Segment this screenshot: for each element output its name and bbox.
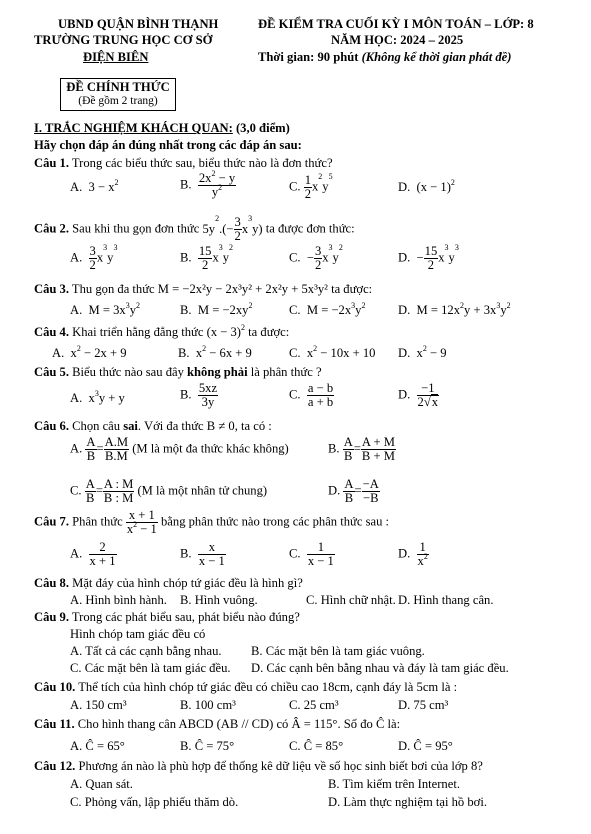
q11-option-d: D. Ĉ = 95° — [398, 739, 453, 753]
official-box — [60, 78, 176, 111]
question-6: Câu 6. Chọn câu sai. Với đa thức B ≠ 0, ta có : — [34, 419, 272, 433]
q6-option-c: C. $\frac{A}{B}$ = $\frac{A : M}{B : M}$ (M là một nhân tử chung) — [70, 477, 268, 506]
q4-option-c: C. $x^2 - 10x + 10$ — [289, 344, 376, 360]
q11-option-a: A. Ĉ = 65° — [70, 739, 125, 753]
q7-option-d: D. $\frac{1}{x^2}$ — [398, 540, 428, 569]
q5-option-d: D. $\frac{-1}{2√x}$ — [398, 381, 439, 410]
q10-option-b: B. 100 cm³ — [180, 698, 236, 712]
q12-option-d: D. Làm thực nghiệm tại hồ bơi. — [328, 795, 487, 809]
q8-option-c: C. Hình chữ nhật. — [306, 593, 396, 607]
q5-option-b: B. $\frac{5xz}{3y}$ — [180, 381, 218, 410]
q4-option-a: A. $x^2 - 2x + 9$ — [52, 344, 127, 360]
question-10: Câu 10. Thể tích của hình chóp tứ giác đều có chiều cao 18cm, cạnh đáy là 5cm là : — [34, 680, 458, 694]
q6-option-a: A. $\frac{A}{B}$ = $\frac{A.M}{B.M}$ (M là một đa thức khác không) — [70, 435, 289, 464]
q1-option-b: B. $\frac{2x^2 - y}{y^2}$ — [180, 169, 236, 200]
section-title: I. TRẮC NGHIỆM KHÁCH QUAN: (3,0 điểm) — [34, 121, 290, 135]
school-name-2: ĐIỆN BIÊN — [83, 50, 149, 64]
q9-stem: Hình chóp tam giác đều có — [70, 627, 206, 641]
q8-option-a: A. Hình bình hành. — [70, 593, 167, 607]
q9-option-b: B. Các mặt bên là tam giác vuông. — [251, 644, 425, 658]
q2-option-a: A. $\frac{3}{2}$ $x^3y^3$ — [70, 243, 118, 273]
q4-option-d: D. $x^2 - 9$ — [398, 344, 447, 360]
question-7: Câu 7. Phân thức $\frac{x + 1}{x^2 - 1}$ bằng phân thức nào trong các phân thức sau : — [34, 508, 390, 537]
q9-option-a: A. Tất cả các cạnh bằng nhau. — [70, 644, 222, 658]
q7-option-b: B. $\frac{x}{x - 1}$ — [180, 540, 225, 569]
q10-option-a: A. 150 cm³ — [70, 698, 127, 712]
question-12: Câu 12. Phương án nào là phù hợp để thống kê dữ liệu về số học sinh biết bơi của lớp 8? — [34, 759, 483, 773]
question-5: Câu 5. Biểu thức nào sau đây không phải là phân thức ? — [34, 365, 322, 379]
q7-option-c: C. $\frac{1}{x - 1}$ — [289, 540, 334, 569]
question-2: Câu 2. Sau khi thu gọn đơn thức $5y^2.(-$ $\frac{3}{2}$ $x^3y$) ta được đơn thức: — [34, 214, 355, 244]
q3-option-a: A. $M = 3x^3y^2$ — [70, 301, 141, 317]
q8-option-b: B. Hình vuông. — [180, 593, 258, 607]
q12-option-b: B. Tìm kiếm trên Internet. — [328, 777, 460, 791]
section-instruction: Hãy chọn đáp án đúng nhất trong các đáp án sau: — [34, 138, 302, 152]
q4-option-b: B. $x^2 - 6x + 9$ — [178, 344, 252, 360]
q10-option-c: C. 25 cm³ — [289, 698, 339, 712]
question-8: Câu 8. Mặt đáy của hình chóp tứ giác đều là hình gì? — [34, 576, 303, 590]
official-subtitle: (Đề gồm 2 trang) — [78, 95, 158, 107]
school-year: NĂM HỌC: 2024 – 2025 — [331, 33, 464, 47]
question-3: Câu 3. Thu gọn đa thức M = −2x²y − 2x³y² + 2x²y + 5x³y² ta được: — [34, 282, 373, 296]
q11-option-c: C. Ĉ = 85° — [289, 739, 344, 753]
q12-option-c: C. Phỏng vấn, lập phiếu thăm dò. — [70, 795, 239, 809]
q12-option-a: A. Quan sát. — [70, 777, 133, 791]
school-district: UBND QUẬN BÌNH THẠNH — [58, 17, 219, 31]
q11-option-b: B. Ĉ = 75° — [180, 739, 235, 753]
q2-option-c: C. − $\frac{3}{2}$ $x^3y^2$ — [289, 243, 343, 273]
q5-option-c: C. $\frac{a - b}{a + b}$ — [289, 381, 334, 410]
q3-option-d: D. $M = 12x^2y + 3x^3y^2$ — [398, 301, 511, 317]
q1-option-d: D. $(x - 1)^2$ — [398, 178, 455, 194]
exam-title: ĐỀ KIỂM TRA CUỐI KỲ I MÔN TOÁN – LỚP: 8 — [258, 17, 534, 31]
q8-option-d: D. Hình thang cân. — [398, 593, 494, 607]
question-9: Câu 9. Trong các phát biểu sau, phát biểu nào đúng? — [34, 610, 300, 624]
q3-option-b: B. $M = -2xy^2$ — [180, 301, 253, 317]
q3-option-c: C. $M = -2x^3y^2$ — [289, 301, 366, 317]
q6-option-b: B. $\frac{A}{B}$ = $\frac{A + M}{B + M}$ — [328, 435, 395, 464]
q7-option-a: A. $\frac{2}{x + 1}$ — [70, 540, 116, 569]
question-1: Câu 1. Trong các biểu thức sau, biểu thức nào là đơn thức? — [34, 156, 333, 170]
q10-option-d: D. 75 cm³ — [398, 698, 449, 712]
school-name: TRƯỜNG TRUNG HỌC CƠ SỞ — [34, 33, 213, 47]
q5-option-a: A. $x^3y + y$ — [70, 389, 125, 405]
question-4: Câu 4. Khai triển hằng đẳng thức $(x - 3)^2$ ta được: — [34, 323, 290, 339]
exam-duration: Thời gian: 90 phút (Không kể thời gian phát đề) — [258, 50, 512, 64]
q1-option-c: C. $\frac{1}{2}$ $x^2y^5$ — [289, 172, 333, 202]
q2-option-d: D. − $\frac{15}{2}$ $x^3y^3$ — [398, 243, 459, 273]
q1-option-a: A. $3 - x^2$ — [70, 178, 119, 194]
q9-option-c: C. Các mặt bên là tam giác đều. — [70, 661, 231, 675]
official-title: ĐỀ CHÍNH THỨC — [66, 80, 170, 94]
q9-option-d: D. Các cạnh bên bằng nhau và đáy là tam giác đều. — [251, 661, 509, 675]
question-11: Câu 11. Cho hình thang cân ABCD (AB // CD) có Â = 115°. Số đo Ĉ là: — [34, 717, 401, 731]
q6-option-d: D. $\frac{A}{B}$ = $\frac{-A}{-B}$ — [328, 477, 379, 506]
q2-option-b: B. $\frac{15}{2}$ $x^3y^2$ — [180, 243, 234, 273]
